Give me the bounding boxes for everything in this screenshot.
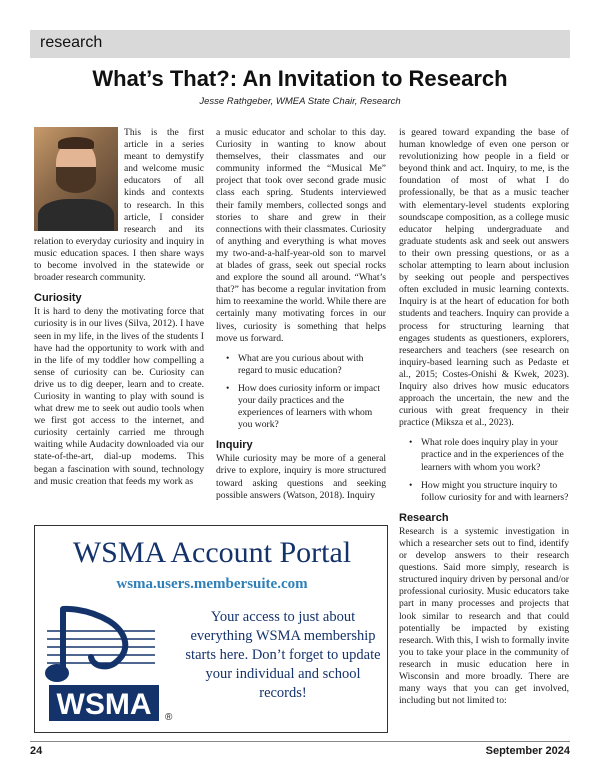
- section-label: research: [40, 34, 103, 51]
- intro-paragraph: This is the first article in a series meant to demystify and welcome music educators of all kinds and contexts to research. In this article, I consider research and its relation to everyday curiosity and inquiry in music education spaces. I then share ways to become involved in the statewide or broader research community.: [34, 127, 204, 284]
- heading-research: Research: [399, 511, 449, 524]
- article-byline: Jesse Rathgeber, WMEA State Chair, Research: [199, 96, 401, 107]
- inquiry-paragraph-cont: is geared toward expanding the base of human knowledge of even one person or revolutionizing how people in a field or beyond think and act. Inquiry, to me, is the foundation of most of what I do professionally, be that as a music teacher with elementary-level students exploring soundscape composition, as a college music educator helping undergraduate and graduate students ask and seek out answers to their own pressing questions, or as a scholar attempting to learn about inclusion by seeking out people and perspectives often excluded in music learning contexts. Inquiry is at the heart of education for both students and teachers. Inquiry can provide a process for structuring learning that engages students as questioners, explorers, researchers and teachers (see research on inquiry-based learning such as Pedaste et al., 2015; Costes-Onishi & Kwek, 2023). Inquiry also drives how music educators approach the uncertain, the new and the curious with great frequency in their practice (Mikszа et al., 2023).: [399, 127, 569, 429]
- heading-inquiry: Inquiry: [216, 439, 253, 452]
- list-item: • How does curiosity inform or impact your daily practices and the experiences of learners with whom you work?: [226, 383, 386, 431]
- inquiry-questions: [409, 437, 569, 503]
- curiosity-paragraph: It is hard to deny the motivating force that curiosity is in our lives (Silva, 2012). I have seen in my life, in the lives of the students I have had the opportunity to work with and in the life of my toddler how compelling a sense of curiosity can be. Curiosity can drive us to dig deeper, learn and to create. Curiosity in wanting to play with sound is what drew me to seek out audio tools when we first got access to the internet, and curiosity certainly carried me through waiting while Audacity downloaded via our state-of-the-art, dial-up modems. This began a fascination with sound, technology and music creation that feeds my work as: [34, 306, 204, 487]
- wsma-portal-ad[interactable]: [34, 525, 388, 733]
- wsma-logo-icon: [45, 601, 165, 726]
- footer-divider: [30, 741, 570, 742]
- ad-url-link[interactable]: wsma.users.membersuite.com: [116, 576, 308, 592]
- curiosity-questions: [226, 353, 386, 432]
- author-photo: [34, 127, 118, 231]
- column-2: [216, 127, 386, 502]
- ad-title: WSMA Account Portal: [72, 536, 352, 569]
- page-number: 24: [30, 745, 43, 757]
- column-3: [399, 127, 569, 707]
- list-item: • What are you curious about with regard to music education?: [226, 353, 386, 377]
- issue-date: September 2024: [485, 745, 570, 757]
- registered-mark: ®: [165, 712, 173, 723]
- inquiry-paragraph: While curiosity may be more of a general drive to explore, inquiry is more structured toward asking questions and seeking possible answers (Watson, 2018). Inquiry: [216, 453, 386, 501]
- logo-text: WSMA: [56, 688, 152, 721]
- research-paragraph: Research is a systemic investigation in which a researcher sets out to find, identify or develop answers to their research questions. Said more simply, research is structured inquiry driven by personal and/or professional curiosity. Music educators take part in many processes and projects that look similar to research and that could potentially be impacted by existing research. With this, I wish to formally invite you to take your place in the community of research in music education here in Wisconsin and more broadly. There are many ways that you can get involved, including but not limited to:: [399, 525, 569, 707]
- article-title: What’s That?: An Invitation to Research: [92, 66, 508, 91]
- section-banner: [30, 30, 570, 58]
- list-item: • How might you structure inquiry to follow curiosity for and with learners?: [409, 480, 569, 504]
- ad-message: Your access to just about everything WSMA membership starts here. Don’t forget to update your individual and school records!: [185, 609, 381, 701]
- list-item: • What role does inquiry play in your practice and in the experiences of the learners with whom you work?: [409, 437, 569, 473]
- column-1: [34, 127, 204, 488]
- heading-curiosity: Curiosity: [34, 292, 82, 305]
- curiosity-paragraph-cont: a music educator and scholar to this day. Curiosity in wanting to know about themselves, their classmates and our community informed the “Musical Me” project that took over second grade music class each spring. Students interviewed their family members, collected songs and stories to share and grew in their connections with their classmates. Curiosity of anything and everything is what moves my two-and-a-half-year-old son to marvel at blades of grass, seek out special rocks and explore the sound all around. “What’s that?” has become a regular invitation from him to reexamine the world. While there are certainly many motivating forces in our lives, curiosity is something that helps move us forward.: [216, 127, 386, 344]
